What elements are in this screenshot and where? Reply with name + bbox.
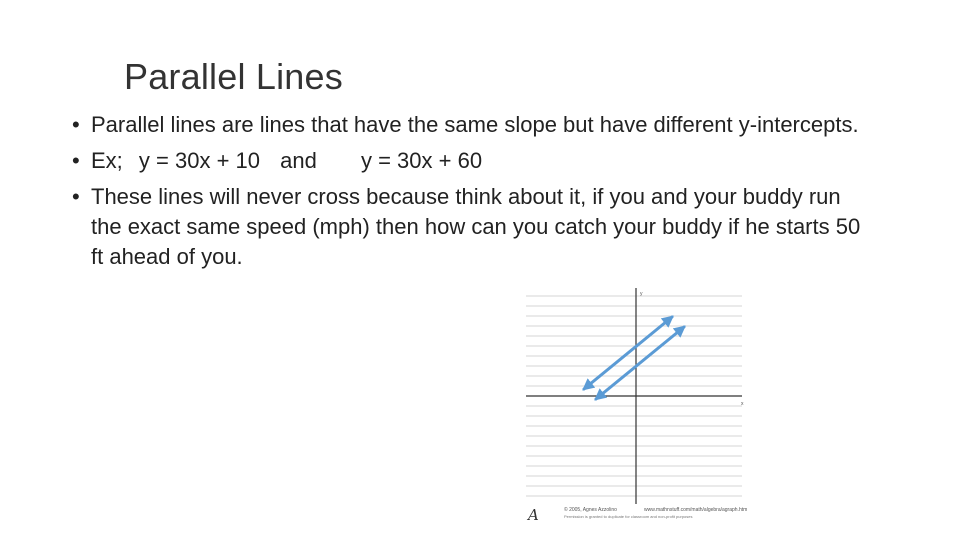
equation-one: y = 30x + 10 — [138, 148, 261, 173]
bullet-text: Parallel lines are lines that have the same slope but have different y-intercepts. — [91, 112, 859, 137]
bullet-list — [72, 110, 862, 278]
bullet-item — [72, 146, 862, 176]
example-label: Ex; — [91, 148, 123, 173]
credit-logo: A — [528, 506, 539, 524]
x-axis-label: x — [741, 401, 744, 407]
bullet-marker: • — [72, 112, 80, 137]
equation-two: y = 30x + 60 — [360, 148, 483, 173]
conjunction: and — [280, 148, 317, 173]
y-axis-label: y — [640, 291, 643, 297]
bullet-text: These lines will never cross because think about it, if you and your buddy run the exact same speed (mph) then how can you catch your buddy if he starts 50 ft ahead of you. — [91, 184, 861, 269]
parallel-line — [596, 327, 684, 399]
bullet-marker: • — [72, 184, 80, 209]
graph-canvas — [522, 286, 750, 506]
parallel-lines — [584, 317, 684, 399]
bullet-marker: • — [72, 148, 80, 173]
bullet-item — [72, 182, 862, 272]
bullet-item — [72, 110, 862, 140]
credit-note: Permission is granted to duplicate for classroom and non-profit purposes — [564, 514, 693, 519]
credit-url: www.mathnstuff.com/math/algebra/agraph.htm — [644, 507, 748, 513]
slide-title: Parallel Lines — [124, 56, 343, 97]
graph-credit — [520, 506, 748, 526]
credit-copyright: © 2005, Agnes Azzolino — [564, 507, 617, 513]
parallel-line — [584, 317, 672, 389]
coordinate-graph — [522, 286, 750, 526]
